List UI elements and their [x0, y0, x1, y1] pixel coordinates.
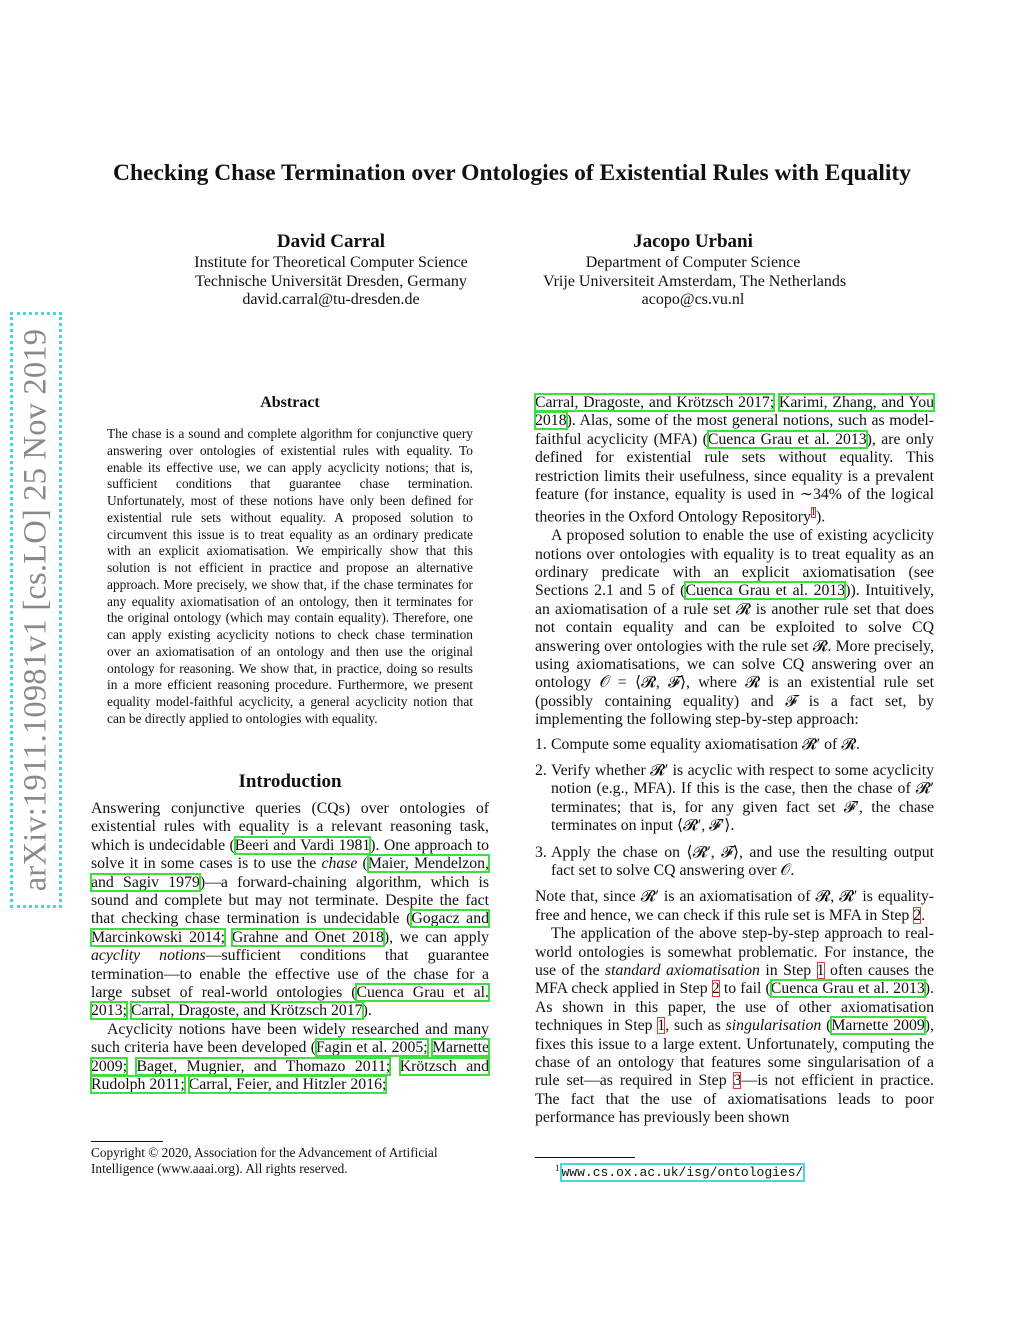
footnote-divider	[91, 1141, 163, 1142]
citation-link[interactable]: Marnette 2009;	[91, 1039, 489, 1075]
citation-link[interactable]: Carral, Dragoste, and Krötzsch 2017	[130, 1002, 363, 1020]
left-column-text	[91, 800, 489, 1095]
step-reference-link[interactable]: 1	[816, 962, 825, 980]
abstract-body: The chase is a sound and complete algorithm for conjunctive query answering over ontologies of existential rules with equality. To enable its effective use, we can apply acyclicity notions; that is, sufficient conditions that guarantee chase termination. Unfortunately, most of these notions have only been defined for existential rule sets without equality. A proposed solution to circumvent this issue is to treat equality as an ordinary predicate with an explicit axiomatisation. We empirically show that this solution is not efficient in practice and propose an alternative approach. More precisely, we show that, if the chase terminates for any equality axiomatisation of an ontology, then it terminates for the original ontology (which may contain equality). Therefore, one can apply existing acyclicity notions to check chase termination over an axiomatisation of an ontology and then use the original ontology for reasoning. We show that, in practice, doing so results in a more efficient reasoning procedure. Furthermore, we present equality model-faithful acyclicity, a general acyclicity notion that can be directly applied to ontologies with equality.	[107, 426, 473, 726]
copyright-notice: Copyright © 2020, Association for the Advancement of Artificial Intelligence (www.aaai.org). All rights reserved.	[91, 1145, 438, 1176]
paragraph: Acyclicity notions have been widely researched and many such criteria have been developed (Fagin et al. 2005; Marnette 2009; Baget, Mugnier, and Thomazo 2011; Krötzsch and Rudolph 2011; Carral, Feier, and Hitzler 2016;	[91, 1020, 490, 1094]
author-name: David Carral	[276, 231, 386, 252]
author-affiliation: Department of Computer Science	[585, 254, 801, 271]
citation-link[interactable]: Carral, Feier, and Hitzler 2016;	[188, 1076, 387, 1094]
step-list	[535, 736, 934, 881]
citation-link[interactable]: Marnette 2009	[831, 1017, 925, 1035]
paper-title: Checking Chase Termination over Ontologies of Existential Rules with Equality	[113, 160, 911, 186]
author-email: acopo@cs.vu.nl	[641, 291, 745, 308]
footnote-divider	[535, 1157, 635, 1158]
citation-link[interactable]: Maier, Mendelzon, and Sagiv 1979	[91, 855, 490, 891]
paragraph: Carral, Dragoste, and Krötzsch 2017; Karimi, Zhang, and You 2018). Alas, some of the most general notions, such as model-faithful acyclicity (MFA) (Cuenca Grau et al. 2013), are only defined for existential rule sets without equality. This restriction limits their usefulness, since equality is a prevalent feature (for instance, equality is used in ∼34% of the logical theories in the Oxford Ontology Repository$^1$).	[535, 394, 934, 526]
arxiv-stamp[interactable]	[10, 312, 62, 908]
author-2	[543, 230, 847, 310]
author-name: Jacopo Urbani	[633, 231, 753, 252]
citation-link[interactable]: Baget, Mugnier, and Thomazo 2011;	[136, 1057, 391, 1075]
footnote-mark: 1	[555, 1163, 560, 1173]
paragraph: The application of the above step-by-step approach to real-world ontologies is somewhat problematic. For instance, the use of the standard axiomatisation in Step 1 often causes the MFA check applied in Step 2 to fail (Cuenca Grau et al. 2013). As shown in this paper, the use of other axiomatisation techniques in Step 1, such as singularisation (Marnette 2009), fixes this issue to a large extent. Unfortunately, computing the chase of an ontology that features some singularisation of a rule set—as required in Step 3—is not efficient in practice. The fact that the use of axiomatisations leads to poor performance has previously been shown	[535, 925, 935, 1127]
list-item: 2. Verify whether 𝓡′ is acyclic with respect to some acyclicity notion (e.g., MFA). If this is the case, then the chase of 𝓡′ terminates; that is, for any given fact set 𝓕′, the chase terminates on input ⟨𝓡′, 𝓕′⟩.	[535, 761, 934, 835]
step-reference-link[interactable]: 1	[657, 1017, 666, 1035]
paragraph: Answering conjunctive queries (CQs) over ontologies of existential rules with equality is a relevant reasoning task, which is undecidable (Beeri and Vardi 1981). One approach to solve it in some cases is to use the chase (Maier, Mendelzon, and Sagiv 1979)—a forward-chaining algorithm, which is sound and complete but may not terminate. Despite the fact that checking chase termination is undecidable (Gogacz and Marcinkowski 2014; Grahne and Onet 2018), we can apply acyclity notions—sufficient conditions that guarantee termination—to enable the effective use of the chase for a large subset of real-world ontologies (Cuenca Grau et al. 2013; Carral, Dragoste, and Krötzsch 2017).	[91, 800, 490, 1020]
author-email: david.carral@tu-dresden.de	[242, 291, 420, 308]
step-reference-link[interactable]: 2	[913, 906, 922, 924]
citation-link[interactable]: Gogacz and Marcinkowski 2014;	[91, 910, 489, 946]
section-heading-introduction: Introduction	[238, 771, 342, 792]
paragraph: Note that, since 𝓡′ is an axiomatisation of 𝓡, 𝓡′ is equality-free and hence, we can check if this rule set is MFA in Step 2.	[535, 888, 934, 924]
arxiv-stamp-text: arXiv:1911.10981v1 [cs.LO] 25 Nov 2019	[17, 328, 54, 892]
list-item: 3. Apply the chase on ⟨𝓡′, 𝓕⟩, and use the resulting output fact set to solve CQ answering over 𝒪.	[535, 843, 934, 880]
footnote	[555, 1160, 803, 1181]
author-affiliation: Vrije Universiteit Amsterdam, The Netherlands	[543, 272, 847, 290]
citation-link[interactable]: Fagin et al. 2005;	[316, 1039, 428, 1057]
footnote-url-link[interactable]: www.cs.ox.ac.uk/isg/ontologies/	[561, 1165, 804, 1181]
footnote-link[interactable]: 1	[810, 507, 816, 519]
citation-link[interactable]: Cuenca Grau et al. 2013	[770, 980, 925, 998]
citation-link[interactable]: Karimi, Zhang, and You 2018	[535, 394, 934, 430]
citation-link[interactable]: Beeri and Vardi 1981	[234, 836, 371, 854]
paragraph: A proposed solution to enable the use of existing acyclicity notions over ontologies with equality is to treat equality as an ordinary predicate with an explicit axiomatisation (see Sections 2.1 and 5 of (Cuenca Grau et al. 2013)). Intuitively, an axiomatisation of a rule set 𝓡 is another rule set that does not contain equality and can be exploited to solve CQ answering over ontologies with the rule set 𝓡. More precisely, using axiomatisations, we can solve CQ answering over an ontology 𝒪 = ⟨𝓡, 𝓕⟩, where 𝓡 is an existential rule set (possibly containing equality) and 𝓕 is a fact set, by implementing the following step-by-step approach:	[535, 527, 934, 729]
step-reference-link[interactable]: 3	[733, 1072, 742, 1090]
author-affiliation: Institute for Theoretical Computer Science	[194, 254, 468, 271]
author-1	[181, 230, 481, 310]
citation-link[interactable]: Grahne and Onet 2018	[231, 928, 384, 946]
citation-link[interactable]: Cuenca Grau et al. 2013	[685, 582, 846, 600]
abstract-heading: Abstract	[260, 394, 320, 411]
citation-link[interactable]: Cuenca Grau et al. 2013;	[91, 984, 489, 1020]
citation-link[interactable]: Carral, Dragoste, and Krötzsch 2017;	[535, 394, 775, 411]
right-column-text	[535, 394, 934, 1128]
citation-link[interactable]: Krötzsch and Rudolph 2011;	[91, 1057, 490, 1094]
list-item: 1. Compute some equality axiomatisation 𝓡′ of 𝓡.	[535, 735, 860, 753]
step-reference-link[interactable]: 2	[711, 980, 720, 998]
author-affiliation: Technische Universität Dresden, Germany	[195, 272, 467, 290]
citation-link[interactable]: Cuenca Grau et al. 2013	[707, 430, 867, 448]
